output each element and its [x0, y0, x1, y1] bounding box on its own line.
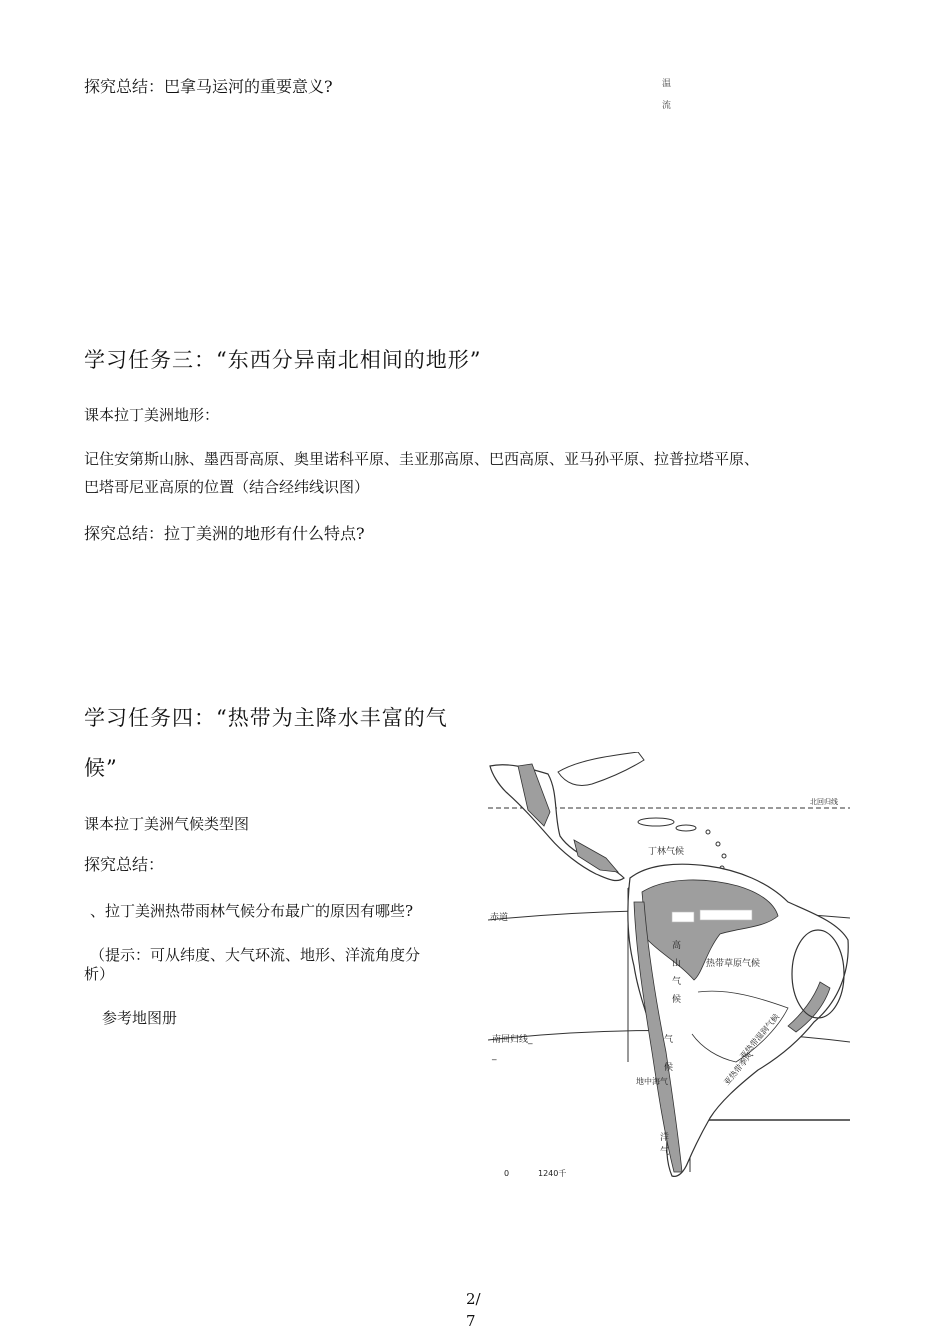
highland-label-2: 山 [672, 959, 682, 969]
scale-end-label: 1240千 [538, 1169, 567, 1178]
west-label-2: 候 [664, 1063, 674, 1073]
label-box [700, 910, 752, 920]
marine-label-1: 洋 [660, 1133, 670, 1143]
savanna-label: 热带草原气候 [706, 959, 761, 969]
tropic-dash-label: _ [492, 1051, 497, 1061]
latin-america-climate-map [488, 752, 850, 1180]
mediterranean-label: 地中海气 [636, 1077, 668, 1086]
tropic-label: 南回归线_ [492, 1035, 533, 1045]
temperate-label: 亚热带季风 [722, 1050, 755, 1087]
caribbean-island [722, 854, 726, 858]
task4-heading-line1: 学习任务四：“热带为主降水丰富的气 [84, 706, 448, 730]
caribbean-island [716, 842, 720, 846]
side-fragment-1: 温 [662, 79, 672, 89]
equator-label: 赤道 [490, 913, 509, 923]
task4-heading-line2: 候” [84, 756, 118, 780]
rainforest-label: 丁林气候 [648, 847, 685, 857]
west-label-1: 气 [664, 1035, 674, 1045]
task3-summary-question: 探究总结：拉丁美洲的地形有什么特点? [84, 524, 365, 543]
caribbean-island [706, 830, 710, 834]
caribbean-island [676, 825, 696, 831]
highland-label-1: 高 [672, 941, 682, 951]
caribbean-island [638, 818, 674, 826]
task3-heading: 学习任务三：“东西分异南北相间的地形” [84, 348, 482, 372]
central-america-shade [574, 840, 618, 872]
task4-reference: 参考地图册 [102, 1009, 178, 1027]
north-landmass [558, 752, 644, 786]
label-box [672, 912, 694, 922]
scale-start-label: 0 [504, 1169, 510, 1178]
highland-label-3: 气 [672, 977, 682, 987]
task3-textbook-ref: 课本拉丁美洲地形： [84, 406, 220, 424]
subtropical-label: 亚热带湿润气候 [738, 1012, 782, 1061]
highland-label-4: 候 [672, 995, 682, 1005]
task2-summary-question: 探究总结：巴拿马运河的重要意义? [84, 77, 333, 96]
task3-memorize-line1: 记住安第斯山脉、墨西哥高原、奥里诺科平原、圭亚那高原、巴西高原、亚马孙平原、拉普拉塔平原、 [84, 450, 760, 468]
page-number-line2: 7 [466, 1312, 476, 1330]
marine-label-2: 气 [660, 1147, 670, 1157]
task4-question1: 、拉丁美洲热带雨林气候分布最广的原因有哪些? [90, 902, 414, 920]
side-fragment-2: 流 [662, 101, 672, 111]
task4-textbook-ref: 课本拉丁美洲气候类型图 [84, 815, 250, 833]
task4-summary-label: 探究总结： [84, 855, 165, 874]
task4-hint-line2: 析） [84, 965, 115, 983]
task4-hint-line1: （提示：可从纬度、大气环流、地形、洋流角度分 [90, 946, 421, 964]
page-number-line1: 2/ [466, 1290, 481, 1308]
tropic-cancer-label: 北回归线 [810, 798, 838, 806]
task3-memorize-line2: 巴塔哥尼亚高原的位置（结合经纬线识图） [84, 478, 370, 496]
